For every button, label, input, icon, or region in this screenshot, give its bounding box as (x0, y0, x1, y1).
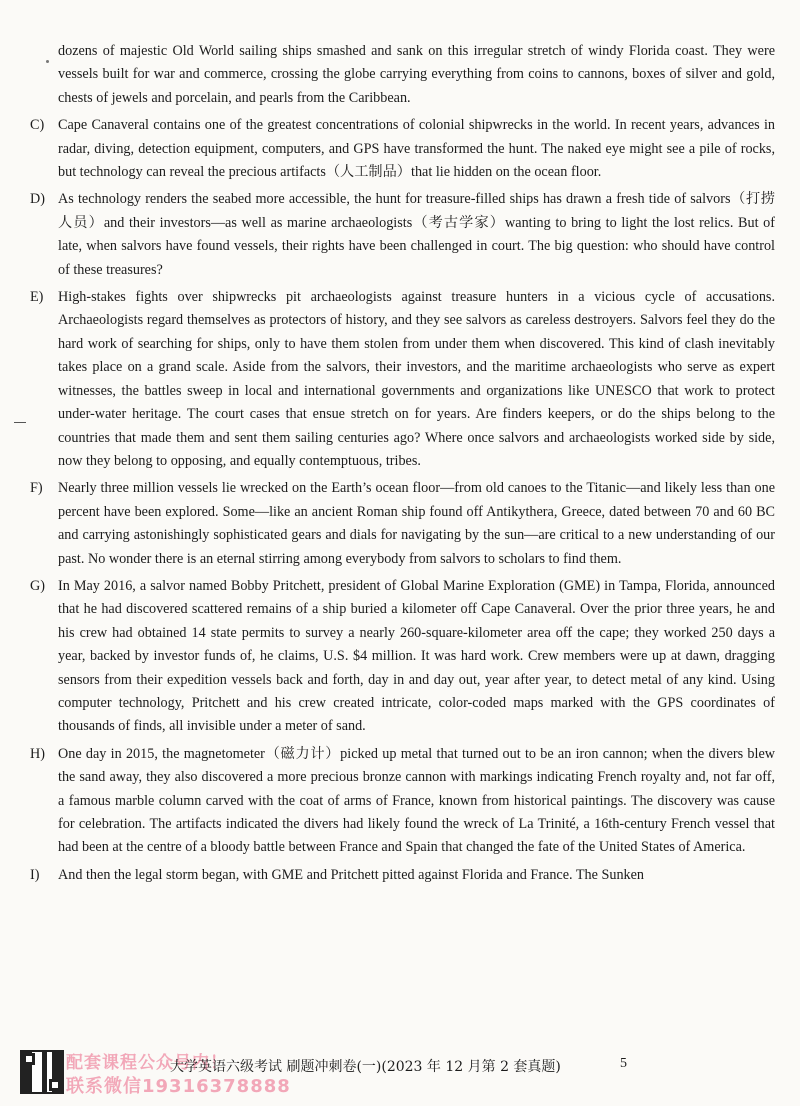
paragraph-letter: F) (30, 480, 43, 497)
paragraph-e (30, 286, 775, 473)
paragraph-text: dozens of majestic Old World sailing ships smashed and sank on this irregular stretch of windy Florida coast. They were vessels built for war and commerce, crossing the globe carrying everything from coins to cannons, boxes of silver and gold, chests of jewels and porcelain, and pearls from the Caribbean. (58, 43, 775, 106)
paragraph-text: Nearly three million vessels lie wrecked on the Earth’s ocean floor—from old canoes to the Titanic—and likely less than one percent have been explored. Some—like an ancient Roman ship found off Antikythera, Greece, dated between 70 and 60 BC and carrying astonishingly sophisticated gears and dials for navigating by the sun—are critical to a new understanding of our past. No wonder there is an eternal stirring among everybody from salvors to scholars to find them. (58, 480, 775, 567)
watermark-line-2: 联系微信19316378888 (66, 1076, 291, 1097)
page-number: 5 (620, 1056, 627, 1071)
page-footer (0, 1044, 800, 1106)
paragraph-d (30, 188, 775, 282)
page-body (30, 40, 775, 887)
paragraph-text: High-stakes fights over shipwrecks pit archaeologists against treasure hunters in a vicious cycle of accusations. Archaeologists regard themselves as protectors of history, and they see salvors as careless destroyers. Salvors feel they do the hard work of searching for ships, only to have them stolen from under them when discovered. This kind of clash inevitably takes place on a grand scale. Aside from the salvors, their investors, and the maritime archaeologists who serve as expert witnesses, the battles sweep in local and international governments and organizations like UNESCO that work to protect under-water heritage. The court cases that ensue stretch on for years. Are finders keepers, or do the ships belong to the countries that made them and sent them sailing centuries ago? Where once salvors and archaeologists worked side by side, now they belong to opposing, and equally contemptuous, tribes. (58, 289, 775, 469)
paragraph-i (30, 864, 775, 887)
paragraph-g (30, 575, 775, 739)
paragraph-text: And then the legal storm began, with GME and Pritchett pitted against Florida and France. The Sunken (58, 866, 645, 883)
paragraph-text: As technology renders the seabed more accessible, the hunt for treasure-filled ships has drawn a fresh tide of salvors（打捞人员）and their investors—as well as marine archaeologists（考古学家）wanting to bring to light the lost relics. But of late, when salvors have found vessels, their rights have been challenged in court. The big question: who should have control of these treasures? (58, 191, 775, 278)
paragraph-text: One day in 2015, the magnetometer（磁力计）picked up metal that turned out to be an iron cannon; when the divers blew the sand away, they also discovered a more precious bronze cannon with markings indicating French royalty and, not far off, a famous marble column carved with the coat of arms of France, known from historical paintings. The discovery was cause for celebration. The artifacts indicated the divers had likely found the wreck of La Trinité, a 16th-century French vessel that had been at the centre of a bloody battle between France and Spain that changed the fate of the United States of America. (58, 745, 775, 856)
paragraph-letter: G) (30, 577, 45, 594)
paragraph-f (30, 477, 775, 571)
footer-title: 大学英语六级考试 刷题冲刺卷(一)(2023 年 12 月第 2 套真题) (170, 1059, 561, 1075)
paragraph-letter: H) (30, 745, 45, 762)
paragraph-h (30, 743, 775, 860)
paragraph-c (30, 114, 775, 184)
paragraph-text: Cape Canaveral contains one of the greatest concentrations of colonial shipwrecks in the world. In recent years, advances in radar, diving, detection equipment, computers, and GPS have transformed the hunt. The naked eye might see a pile of rocks, but technology can reveal the precious artifacts（人工制品）that lie hidden on the ocean floor. (58, 117, 775, 181)
paragraph-letter: I) (30, 866, 40, 883)
qr-code-icon (20, 1050, 64, 1094)
paragraph-letter: D) (30, 191, 45, 208)
margin-mark (14, 422, 26, 423)
paragraph-b-continued (30, 40, 775, 110)
paragraph-letter: E) (30, 289, 44, 306)
paragraph-text: In May 2016, a salvor named Bobby Pritchett, president of Global Marine Exploration (GME) in Tampa, Florida, announced that he had discovered scattered remains of a ship buried a kilometer off Cape Canaveral. Over the prior three years, he and his crew had obtained 14 state permits to survey a nearly 260-square-kilometer area off the cape; they worked 250 days a year, backed by investor funds of, he claims, U.S. $4 million. It was hard work. Crew members were up at dawn, dragging sensors from their expedition vessels back and forth, day in and day out, year after year, to detect metal of any kind. Using computer technology, Pritchett and his crew created intricate, color-coded maps marked with the GPS coordinates of thousands of finds, all invisible under a meter of sand. (58, 577, 775, 735)
watermark-line-1: 配套课程公众号内！ (66, 1053, 228, 1073)
paragraph-letter: C) (30, 117, 45, 134)
